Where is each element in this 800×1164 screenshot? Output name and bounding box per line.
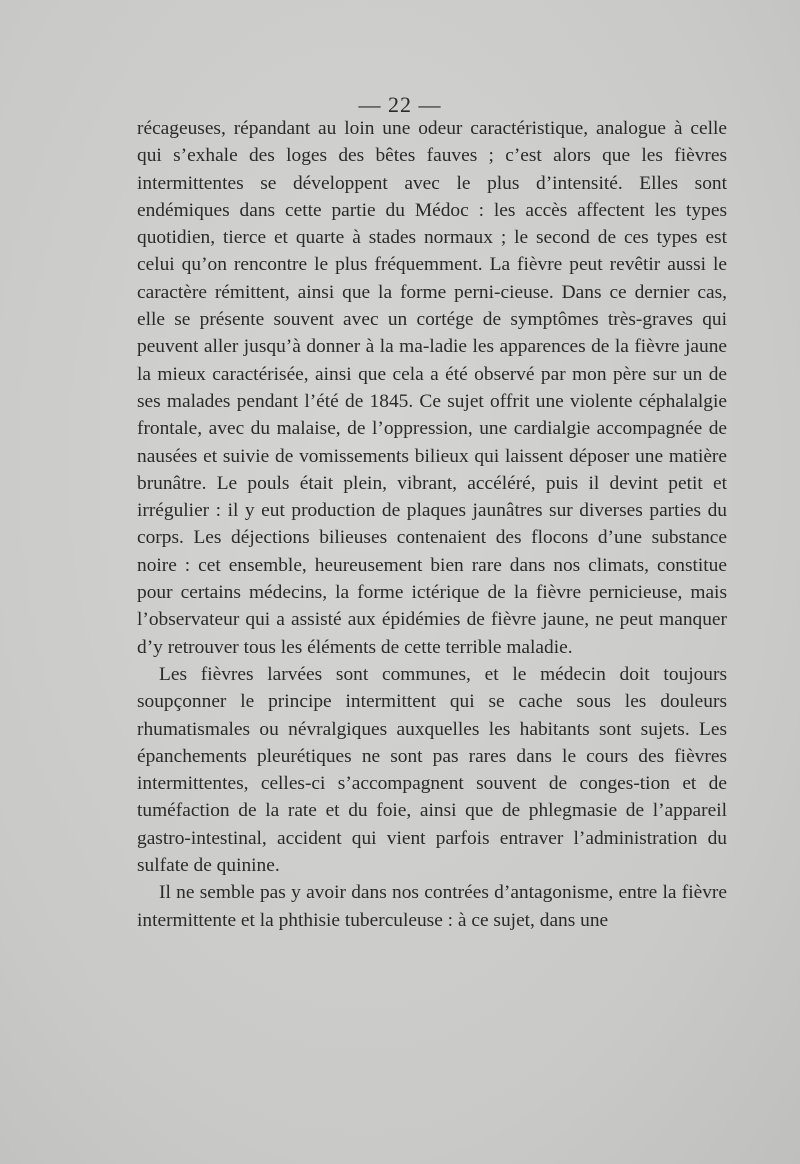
body-text (137, 115, 727, 934)
paragraph-2: Les fièvres larvées sont communes, et le médecin doit toujours soupçonner le principe intermittent qui se cache sous les douleurs rhumatismales ou névralgiques auxquelles les habitants sont sujets. Les épanchements pleurétiques ne sont pas rares dans le cours des fièvres intermittentes, celles-ci s’accompagnent souvent de conges-tion et de tuméfaction de la rate et du foie, ainsi que de phlegmasie de l’appareil gastro-intestinal, accident qui vient parfois entraver l’administration du sulfate de quinine. (137, 663, 727, 877)
paragraph-1: récageuses, répandant au loin une odeur caractéristique, analogue à celle qui s’exhale des loges des bêtes fauves ; c’est alors que les fièvres intermittentes se développent avec le plus d’intensité. Elles sont endémiques dans cette partie du Médoc : les accès affectent les types quotidien, tierce et quarte à stades normaux ; le second de ces types est celui qu’on rencontre le plus fréquemment. La fièvre peut revêtir aussi le caractère rémittent, ainsi que la forme perni-cieuse. Dans ce dernier cas, elle se présente souvent avec un cortége de symptômes très-graves qui peuvent aller jusqu’à donner à la ma-ladie les apparences de la fièvre jaune la mieux caractérisée, ainsi que cela a été observé par mon père sur un de ses malades pendant l’été de 1845. Ce sujet offrit une violente céphalalgie frontale, avec du malaise, de l’oppression, une cardialgie accompagnée de nausées et suivie de vomissements bilieux qui laissent déposer une matière brunâtre. Le pouls était plein, vibrant, accéléré, puis il devint petit et irrégulier : il y eut production de plaques jaunâtres sur diverses parties du corps. Les déjections bilieuses contenaient des flocons d’une substance noire : cet ensemble, heureusement bien rare dans nos climats, constitue pour certains médecins, la forme ictérique de la fièvre pernicieuse, mais l’observateur qui a assisté aux épidémies de fièvre jaune, ne peut manquer d’y retrouver tous les éléments de cette terrible maladie. (137, 118, 727, 658)
page-number: — 22 — (358, 92, 442, 117)
paragraph-3: Il ne semble pas y avoir dans nos contrées d’antagonisme, entre la fièvre intermittente et la phthisie tuberculeuse : à ce sujet, dans une (137, 882, 727, 931)
